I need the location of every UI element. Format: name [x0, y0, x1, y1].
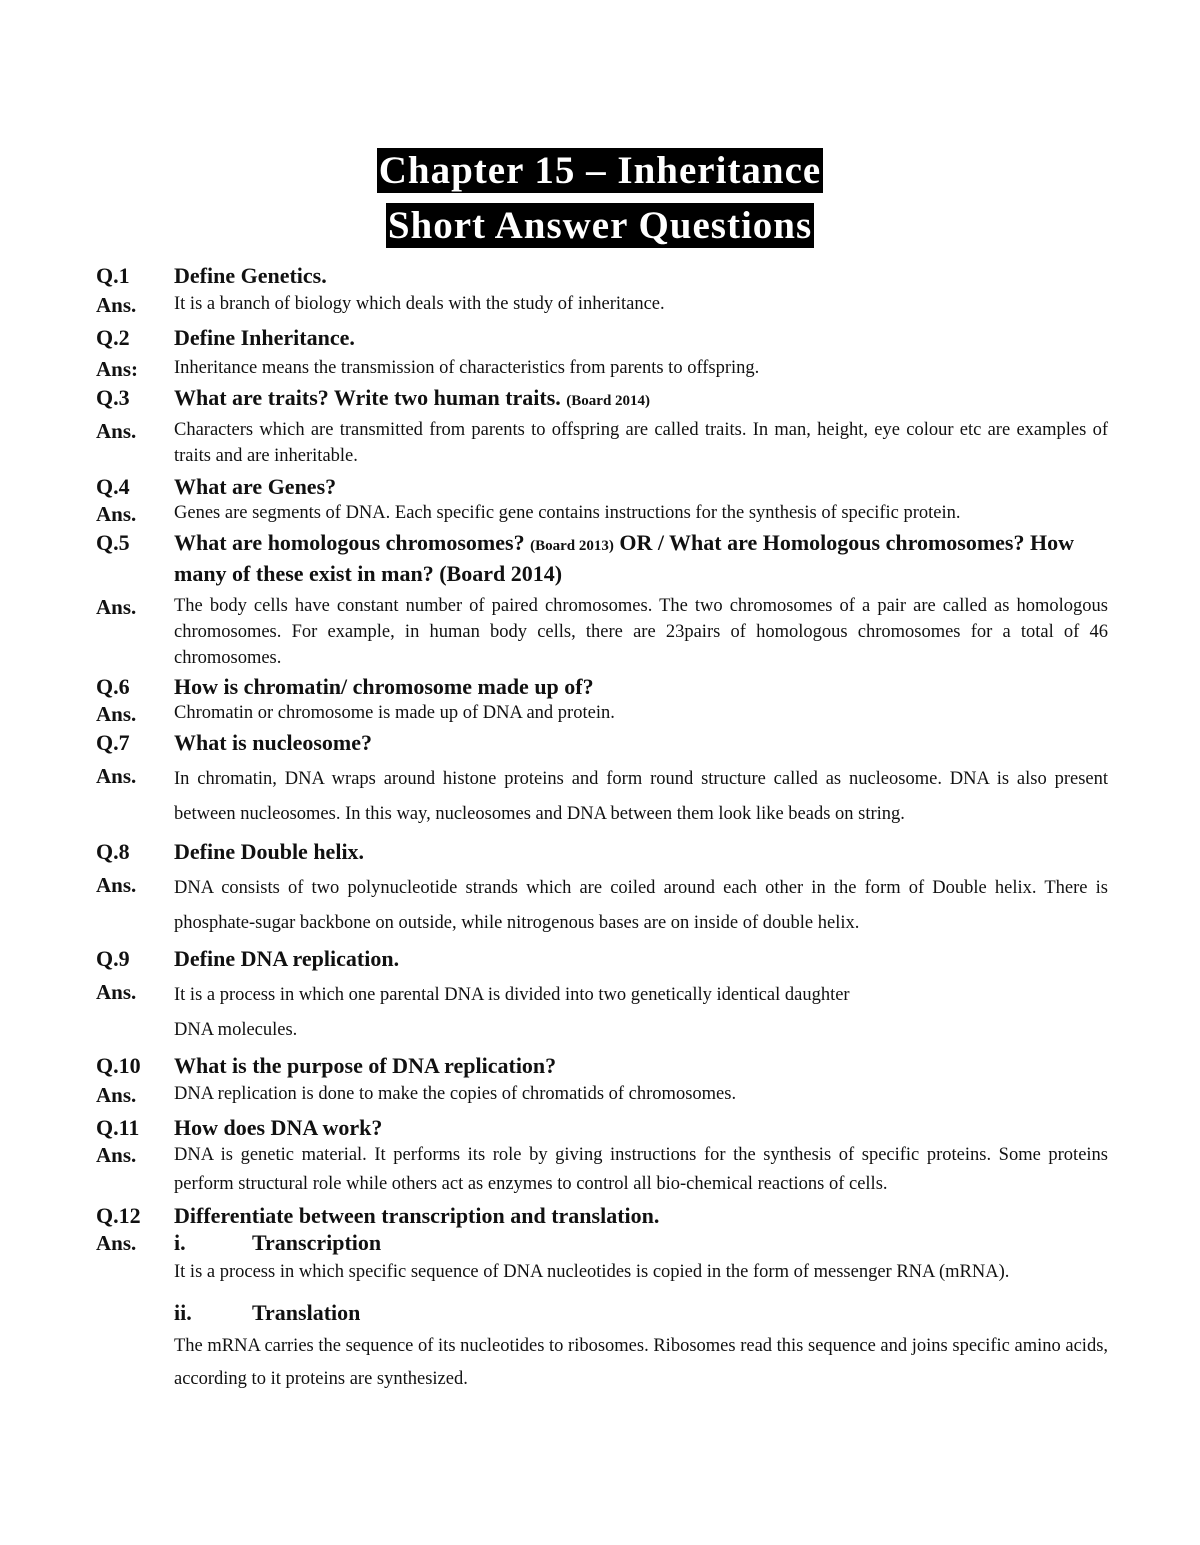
question-number: Q.7	[96, 730, 130, 755]
answer-label: Ans.	[96, 293, 137, 317]
answer-text: It is a branch of biology which deals with the study of inheritance.	[174, 294, 665, 314]
answer-label: Ans.	[96, 595, 137, 619]
answer-row	[96, 291, 1108, 320]
question-number: Q.1	[96, 263, 130, 288]
question-row	[96, 673, 1108, 700]
subheading-number: i.	[174, 1230, 186, 1255]
transcription-text: It is a process in which specific sequence of DNA nucleotides is copied in the form of messenger RNA (mRNA).	[174, 1262, 1010, 1282]
subheading-translation	[174, 1299, 1108, 1326]
answer-row	[96, 700, 1108, 729]
answer-text: The body cells have constant number of paired chromosomes. The two chromosomes of a pair are called as homologous chromosomes. For example, in human body cells, there are 23pairs of homologous chromosomes for a total of 46 chromosomes.	[174, 596, 1108, 668]
answer-row	[96, 355, 1108, 384]
answer-label: Ans.	[96, 873, 137, 897]
answer-text: Genes are segments of DNA. Each specific gene contains instructions for the synthesis of specific protein.	[174, 503, 961, 523]
question-text: Define Double helix.	[174, 839, 365, 864]
page-header	[0, 148, 1200, 248]
question-number: Q.6	[96, 674, 130, 699]
question-number: Q.11	[96, 1115, 140, 1140]
answer-row	[96, 593, 1108, 671]
answer-text: Chromatin or chromosome is made up of DNA and protein.	[174, 703, 615, 723]
answer-label: Ans.	[96, 1231, 137, 1255]
answer-label: Ans.	[96, 980, 137, 1004]
question-number: Q.9	[96, 946, 130, 971]
question-text: What are homologous chromosomes?	[174, 530, 525, 555]
question-text: What is nucleosome?	[174, 730, 372, 755]
qa-list	[96, 262, 1108, 1396]
question-number: Q.2	[96, 325, 130, 350]
question-row	[96, 1052, 1108, 1079]
answer-text: In chromatin, DNA wraps around histone proteins and form round structure called as nucleosome. DNA is also present between nucleosomes. In this way, nucleosomes and DNA between them look like beads on string.	[174, 769, 1108, 824]
question-row	[96, 324, 1108, 351]
section-title: Short Answer Questions	[387, 204, 813, 247]
answer-row	[96, 1081, 1108, 1110]
answer-text: DNA replication is done to make the copies of chromatids of chromosomes.	[174, 1084, 737, 1104]
answer-label: Ans.	[96, 764, 137, 788]
answer-label: Ans.	[96, 1143, 137, 1167]
chapter-title: Chapter 15 – Inheritance	[378, 149, 822, 192]
answer-label: Ans.	[96, 502, 137, 526]
question-number: Q.12	[96, 1203, 141, 1228]
answer-text: Characters which are transmitted from parents to offspring are called traits. In man, height, eye colour etc are examples of traits and are inheritable.	[174, 420, 1108, 466]
answer-label: Ans:	[96, 357, 139, 381]
answer-text: DNA consists of two polynucleotide strands which are coiled around each other in the form of Double helix. There is phosphate-sugar backbone on outside, while nitrogenous bases are on inside of double helix.	[174, 878, 1108, 933]
answer-text: It is a process in which one parental DNA is divided into two genetically identical daughter	[174, 985, 850, 1005]
question-text: What are Genes?	[174, 474, 337, 499]
question-row	[96, 262, 1108, 289]
answer-label: Ans.	[96, 702, 137, 726]
question-text: Define DNA replication.	[174, 946, 400, 971]
answer-row	[96, 762, 1108, 832]
answer-row	[96, 871, 1108, 941]
question-row	[96, 945, 1108, 972]
translation-text: The mRNA carries the sequence of its nucleotides to ribosomes. Ribosomes read this sequence and joins specific amino acids, according to it proteins are synthesized.	[174, 1336, 1109, 1389]
question-text: Define Inheritance.	[174, 325, 355, 350]
question-row	[96, 473, 1108, 500]
answer-row	[96, 1141, 1108, 1198]
question-text: What is the purpose of DNA replication?	[174, 1053, 557, 1078]
subheading-transcription	[174, 1229, 1108, 1256]
answer-text: DNA is genetic material. It performs its role by giving instructions for the synthesis of specific proteins. Some proteins perform structural role while others act as enzymes to control all bio-chemical reactions of cells.	[174, 1145, 1108, 1194]
subheading-number: ii.	[174, 1300, 192, 1325]
board-reference: (Board 2014)	[566, 393, 651, 409]
question-row	[96, 729, 1108, 756]
question-text: Define Genetics.	[174, 263, 327, 288]
question-text-alt: OR / What are Homologous chromosomes? How many of these exist in man? (Board 2014)	[174, 530, 1074, 586]
question-text: How does DNA work?	[174, 1115, 383, 1140]
question-text: What are traits? Write two human traits.	[174, 385, 561, 410]
answer-row	[96, 1229, 1108, 1396]
subheading-title: Translation	[252, 1300, 361, 1325]
answer-text-continued: DNA molecules.	[174, 1020, 298, 1040]
question-number: Q.8	[96, 839, 130, 864]
answer-row	[96, 500, 1108, 529]
answer-row	[96, 417, 1108, 469]
answer-text: Inheritance means the transmission of characteristics from parents to offspring.	[174, 358, 760, 378]
question-text: How is chromatin/ chromosome made up of?	[174, 674, 594, 699]
question-number: Q.5	[96, 530, 130, 555]
question-number: Q.4	[96, 474, 130, 499]
answer-label: Ans.	[96, 419, 137, 443]
question-number: Q.10	[96, 1053, 141, 1078]
board-reference: (Board 2013)	[530, 538, 614, 554]
question-text: Differentiate between transcription and translation.	[174, 1203, 660, 1228]
subheading-title: Transcription	[252, 1230, 382, 1255]
question-row	[96, 529, 1108, 587]
question-number: Q.3	[96, 385, 130, 410]
answer-label: Ans.	[96, 1083, 137, 1107]
question-row	[96, 384, 1108, 415]
question-row	[96, 1114, 1108, 1141]
answer-row	[96, 978, 1108, 1048]
question-row	[96, 1202, 1108, 1229]
question-row	[96, 838, 1108, 865]
